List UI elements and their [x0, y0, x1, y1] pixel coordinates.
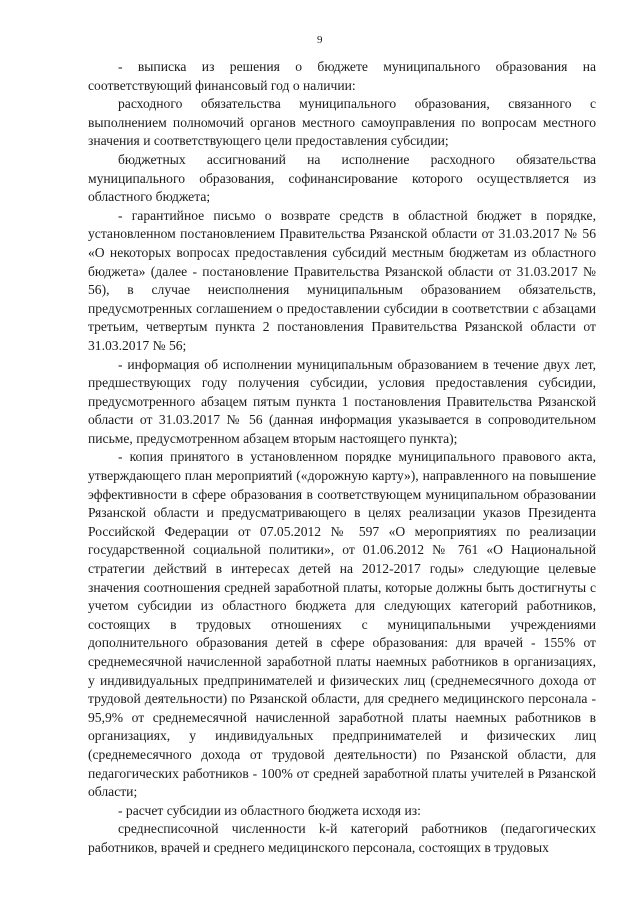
- paragraph-budget-extract: - выписка из решения о бюджете муниципального образования на соответствующий финансовый год о наличии:: [88, 59, 596, 93]
- paragraph-roadmap-copy: - копия принятого в установленном порядке муниципального правового акта, утверждающего план мероприятий («дорожную карту»), направленного на повышение эффективности в сфере образования в соответствующем муниципальном образовании Рязанской области и предусматривающего в целях реализации указов Президента Российской Федерации от 07.05.2012 № 597 «О мероприятиях по реализации государственной социальной политики», от 01.06.2012 № 761 «О Национальной стратегии действий в интересах детей на 2012-2017 годы» следующие целевые значения соотношения средней заработной платы, которые должны быть достигнуты с учетом субсидии из областного бюджета для следующих категорий работников, состоящих в трудовых отношениях с муниципальными учреждениями дополнительного образования детей в сфере образования: для врачей - 155% от среднемесячной начисленной заработной платы наемных работников в организациях, у индивидуальных предпринимателей и физических лиц (среднемесячного дохода от трудовой деятельности) по Рязанской области, для среднего медицинского персонала - 95,9% от среднемесячной начисленной заработной платы наемных работников в организациях, у индивидуальных предпринимателей и физических лиц (среднемесячного дохода от трудовой деятельности) по Рязанской области, для педагогических работников - 100% от средней заработной платы учителей в Рязанской области;: [88, 449, 596, 800]
- page-number: 9: [317, 34, 323, 46]
- paragraph-budget-allocations: бюджетных ассигнований на исполнение расходного обязательства муниципального образования, софинансирование которого осуществляется из областного бюджета;: [88, 151, 596, 205]
- paragraph-average-headcount: среднесписочной численности k-й категорий работников (педагогических работников, врачей и среднего медицинского персонала, состоящих в трудовых: [88, 821, 596, 855]
- document-body: [88, 58, 596, 858]
- paragraph-guarantee-letter: - гарантийное письмо о возврате средств в областной бюджет в порядке, установленном постановлением Правительства Рязанской области от 31.03.2017 № 56 «О некоторых вопросах предоставления субсидий местным бюджетам из областного бюджета» (далее - постановление Правительства Рязанской области от 31.03.2017 № 56), в случае неисполнения муниципальным образованием обязательств, предусмотренных соглашением о предоставлении субсидии в соответствии с абзацами третьим, четвертым пункта 2 постановления Правительства Рязанской области от 31.03.2017 № 56;: [88, 207, 596, 353]
- paragraph-execution-information: - информация об исполнении муниципальным образованием в течение двух лет, предшествующих году получения субсидии, условия предоставления субсидии, предусмотренного абзацем пятым пункта 1 постановления Правительства Рязанской области от 31.03.2017 № 56 (данная информация указывается в сопроводительном письме, предусмотренном абзацем вторым настоящего пункта);: [88, 356, 596, 446]
- paragraph-expenditure-obligation: расходного обязательства муниципального образования, связанного с выполнением полномочий органов местного самоуправления по вопросам местного значения и соответствующего цели предоставления субсидии;: [88, 96, 596, 149]
- paragraph-subsidy-calculation: - расчет субсидии из областного бюджета исходя из:: [118, 802, 421, 818]
